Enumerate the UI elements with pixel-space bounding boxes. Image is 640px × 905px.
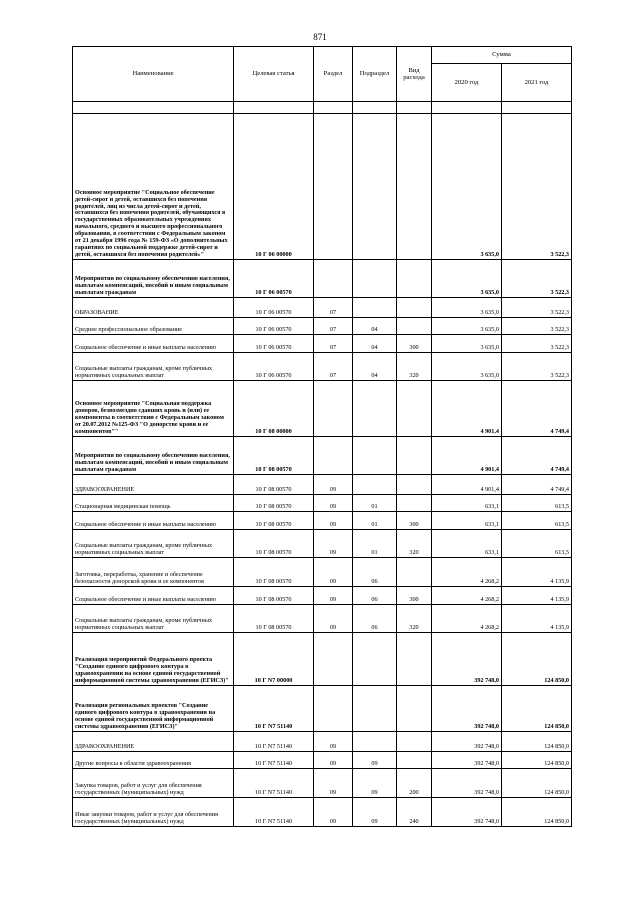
row-sum-2021: 124 850,0 [502,732,572,752]
row-sum-2020: 4 901,4 [432,437,502,475]
row-sum-2020: 3 635,0 [432,260,502,298]
table-row [73,475,572,495]
table-row [73,495,572,512]
header-target: Целевая статья [234,47,314,102]
row-subsection [353,381,397,437]
row-expense-type: 300 [397,587,432,605]
row-target-article: 10 Г N7 51140 [234,686,314,732]
row-sum-2021: 4 749,4 [502,437,572,475]
row-name: Реализация региональных проектов "Создание единого цифрового контура в здравоохранении на основе единой государственной информационной системы здравоохранения (ЕГИСЗ)" [73,686,234,732]
row-expense-type [397,732,432,752]
row-subsection [353,298,397,318]
row-sum-2021: 613,5 [502,495,572,512]
row-subsection: 06 [353,558,397,587]
row-target-article: 10 Г 06 00570 [234,318,314,335]
row-subsection [353,686,397,732]
row-expense-type [397,437,432,475]
row-section [314,686,353,732]
table-row [73,298,572,318]
row-subsection: 06 [353,587,397,605]
table-row [73,558,572,587]
row-sum-2021: 4 135,9 [502,558,572,587]
row-sum-2021: 4 135,9 [502,605,572,633]
row-section [314,114,353,260]
row-expense-type [397,298,432,318]
table-row [73,318,572,335]
row-target-article: 10 Г 08 00570 [234,475,314,495]
header-subsection: Подраздел [353,47,397,102]
row-target-article: 10 Г 08 00570 [234,558,314,587]
row-section [314,437,353,475]
row-section: 09 [314,587,353,605]
row-subsection [353,633,397,686]
row-section: 07 [314,335,353,353]
row-name: Реализация мероприятий Федерального проекта "Создание единого цифрового контура в здравоохранении на основе единой государственной информационной системы здравоохранения (ЕГИСЗ)" [73,633,234,686]
budget-table [72,46,572,827]
row-sum-2020: 3 635,0 [432,318,502,335]
row-target-article: 10 Г 08 00570 [234,437,314,475]
table-row [73,335,572,353]
row-subsection: 04 [353,318,397,335]
row-expense-type [397,686,432,732]
row-subsection [353,437,397,475]
row-section: 09 [314,512,353,530]
row-sum-2020: 3 635,0 [432,353,502,381]
row-name: Мероприятия по социальному обеспечению населения, выплатам компенсаций, пособий и иным социальным выплатам гражданам [73,437,234,475]
row-expense-type: 200 [397,769,432,798]
row-sum-2021: 4 749,4 [502,381,572,437]
row-name: Мероприятия по социальному обеспечению населения, выплатам компенсаций, пособий и иным социальным выплатам гражданам [73,260,234,298]
row-section [314,260,353,298]
row-name: Социальные выплаты гражданам, кроме публичных нормативных социальных выплат [73,353,234,381]
row-sum-2021: 124 850,0 [502,752,572,769]
row-name: Закупка товаров, работ и услуг для обеспечения государственных (муниципальных) нужд [73,769,234,798]
table-row [73,587,572,605]
row-subsection [353,732,397,752]
table-row [73,381,572,437]
spacer-cell [73,102,234,114]
row-subsection: 06 [353,605,397,633]
row-name: ОБРАЗОВАНИЕ [73,298,234,318]
row-sum-2020: 633,1 [432,512,502,530]
row-name: Социальное обеспечение и иные выплаты населению [73,587,234,605]
row-name: Основное мероприятие "Социальная поддержка доноров, безвозмездно сдавших кровь и (или) ее компоненты в соответствии с Федеральным законом от 20.07.2012 №125-ФЗ "О донорстве крови и ее компонентов"" [73,381,234,437]
table-row [73,798,572,827]
row-sum-2020: 633,1 [432,495,502,512]
row-expense-type: 320 [397,605,432,633]
row-name: Среднее профессиональное образование [73,318,234,335]
header-name: Наименование [73,47,234,102]
spacer-cell [432,102,502,114]
row-name: Основное мероприятие "Социальное обеспечение детей-сирот и детей, оставшихся без попечения родителей, лиц из числа детей-сирот и детей, оставшихся без попечения родителей, обучающихся в государственных образовательных учреждениях начального, среднего и высшего профессионального образования, в соответствии с Федеральным законом от 21 декабря 1996 года № 159-ФЗ «О дополнительных гарантиях по социальной поддержке детей-сирот и детей, оставшихся без попечения родителей»" [73,114,234,260]
row-expense-type [397,752,432,769]
table-row [73,512,572,530]
spacer-cell [314,102,353,114]
table-body [73,114,572,827]
row-expense-type [397,558,432,587]
row-target-article: 10 Г 08 00570 [234,530,314,558]
table-header [73,47,572,114]
row-target-article: 10 Г N7 51140 [234,732,314,752]
row-sum-2021: 124 850,0 [502,798,572,827]
row-sum-2020: 4 901,4 [432,475,502,495]
spacer-cell [353,102,397,114]
row-sum-2020: 3 635,0 [432,298,502,318]
row-section: 09 [314,605,353,633]
row-subsection: 09 [353,769,397,798]
row-target-article: 10 Г 06 00570 [234,353,314,381]
row-section: 09 [314,495,353,512]
row-subsection [353,114,397,260]
row-expense-type [397,495,432,512]
row-expense-type: 300 [397,512,432,530]
row-target-article: 10 Г 08 00000 [234,381,314,437]
row-name: Социальные выплаты гражданам, кроме публичных нормативных социальных выплат [73,530,234,558]
row-subsection: 09 [353,752,397,769]
row-sum-2021: 124 850,0 [502,769,572,798]
row-sum-2021: 4 749,4 [502,475,572,495]
table-row [73,530,572,558]
row-section [314,381,353,437]
row-subsection: 01 [353,512,397,530]
table-row [73,633,572,686]
row-subsection: 04 [353,353,397,381]
row-target-article: 10 Г 08 00570 [234,495,314,512]
row-section: 07 [314,298,353,318]
row-target-article: 10 Г 08 00570 [234,512,314,530]
table-row [73,686,572,732]
header-year-2020: 2020 год [432,64,502,102]
row-section: 09 [314,558,353,587]
row-sum-2021: 3 522,3 [502,335,572,353]
row-target-article: 10 Г N7 00000 [234,633,314,686]
row-sum-2020: 3 635,0 [432,114,502,260]
table-row [73,260,572,298]
row-sum-2020: 4 901,4 [432,381,502,437]
row-expense-type [397,114,432,260]
row-name: Заготовка, переработка, хранение и обеспечение безопасности донорской крови и ее компонентов [73,558,234,587]
row-target-article: 10 Г 08 00570 [234,605,314,633]
row-sum-2021: 3 522,3 [502,318,572,335]
row-name: Стационарная медицинская помощь [73,495,234,512]
row-section [314,633,353,686]
row-name: ЗДРАВООХРАНЕНИЕ [73,732,234,752]
row-sum-2021: 3 522,3 [502,114,572,260]
row-expense-type: 320 [397,530,432,558]
row-target-article: 10 Г 06 00570 [234,335,314,353]
row-name: Другие вопросы в области здравоохранения [73,752,234,769]
table-row [73,353,572,381]
table-row [73,437,572,475]
row-subsection: 01 [353,530,397,558]
row-section: 09 [314,752,353,769]
table-row [73,114,572,260]
row-sum-2021: 3 522,3 [502,353,572,381]
row-name: Иные закупки товаров, работ и услуг для обеспечения государственных (муниципальных) нужд [73,798,234,827]
row-expense-type [397,381,432,437]
row-section: 09 [314,798,353,827]
row-expense-type [397,318,432,335]
row-section: 09 [314,475,353,495]
row-sum-2021: 3 522,3 [502,260,572,298]
row-subsection: 01 [353,495,397,512]
row-name: ЗДРАВООХРАНЕНИЕ [73,475,234,495]
row-sum-2020: 633,1 [432,530,502,558]
row-target-article: 10 Г N7 51140 [234,798,314,827]
header-sum: Сумма [432,47,572,64]
table-row [73,769,572,798]
spacer-cell [502,102,572,114]
row-sum-2020: 3 635,0 [432,335,502,353]
header-expense-type: Вид расхода [397,47,432,102]
row-target-article: 10 Г N7 51140 [234,752,314,769]
row-target-article: 10 Г 06 00570 [234,298,314,318]
spacer-cell [234,102,314,114]
row-subsection [353,475,397,495]
row-sum-2020: 392 748,0 [432,769,502,798]
row-section: 07 [314,318,353,335]
row-sum-2021: 3 522,3 [502,298,572,318]
header-year-2021: 2021 год [502,64,572,102]
row-section: 09 [314,732,353,752]
row-expense-type [397,260,432,298]
spacer-cell [397,102,432,114]
row-expense-type [397,475,432,495]
row-sum-2020: 392 748,0 [432,732,502,752]
row-section: 07 [314,353,353,381]
row-sum-2020: 392 748,0 [432,633,502,686]
row-subsection [353,260,397,298]
row-target-article: 10 Г 06 00570 [234,260,314,298]
row-sum-2020: 392 748,0 [432,752,502,769]
header-section: Раздел [314,47,353,102]
row-subsection: 09 [353,798,397,827]
row-sum-2020: 392 748,0 [432,686,502,732]
row-subsection: 04 [353,335,397,353]
row-expense-type: 300 [397,335,432,353]
row-name: Социальное обеспечение и иные выплаты населению [73,335,234,353]
row-sum-2021: 4 135,9 [502,587,572,605]
row-target-article: 10 Г 08 00570 [234,587,314,605]
row-target-article: 10 Г N7 51140 [234,769,314,798]
table-row [73,605,572,633]
row-sum-2021: 613,5 [502,512,572,530]
row-name: Социальное обеспечение и иные выплаты населению [73,512,234,530]
page-number: 871 [313,32,327,42]
row-sum-2020: 4 268,2 [432,558,502,587]
row-expense-type [397,633,432,686]
table-row [73,732,572,752]
row-sum-2021: 124 850,0 [502,686,572,732]
row-expense-type: 240 [397,798,432,827]
row-sum-2021: 613,5 [502,530,572,558]
table-row [73,752,572,769]
row-section: 09 [314,530,353,558]
row-sum-2020: 392 748,0 [432,798,502,827]
row-sum-2020: 4 268,2 [432,605,502,633]
row-expense-type: 320 [397,353,432,381]
row-name: Социальные выплаты гражданам, кроме публичных нормативных социальных выплат [73,605,234,633]
row-section: 09 [314,769,353,798]
row-sum-2021: 124 850,0 [502,633,572,686]
row-sum-2020: 4 268,2 [432,587,502,605]
row-target-article: 10 Г 06 00000 [234,114,314,260]
